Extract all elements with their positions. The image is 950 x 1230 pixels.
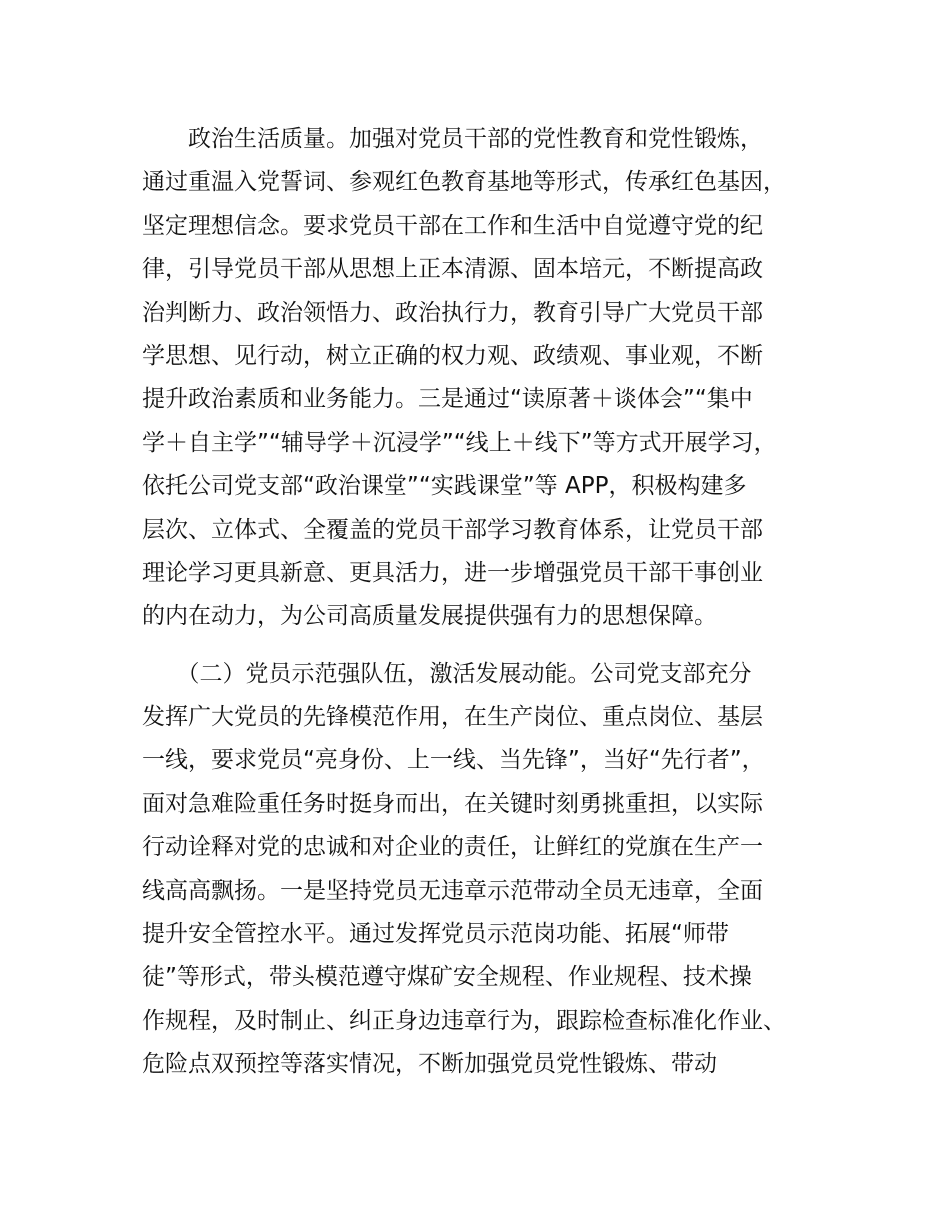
paragraph-spacer: [142, 639, 832, 653]
text-line: 学＋自主学”“辅导学＋沉浸学”“线上＋线下”等方式开展学习，: [142, 429, 777, 456]
text-line: 发挥广大党员的先锋模范作用，在生产岗位、重点岗位、基层: [142, 704, 763, 731]
text-line: 行动诠释对党的忠诚和对企业的责任，让鲜红的党旗在生产一: [142, 834, 763, 861]
text-line: 线高高飘扬。一是坚持党员无违章示范带动全员无违章，全面: [142, 877, 763, 904]
text-line: 治判断力、政治领悟力、政治执行力，教育引导广大党员干部: [142, 299, 763, 326]
paragraph-1: [142, 118, 832, 639]
text-line: 律，引导党员干部从思想上正本清源、固本培元，不断提高政: [142, 256, 763, 283]
text-line: 的内在动力，为公司高质量发展提供强有力的思想保障。: [142, 603, 717, 630]
text-line: 作规程，及时制止、纠正身边违章行为，跟踪检查标准化作业、: [142, 1007, 786, 1034]
text-line: 依托公司党支部“政治课堂”“实践课堂”等 APP，积极构建多: [142, 473, 747, 500]
text-line: 面对急难险重任务时挺身而出，在关键时刻勇挑重担，以实际: [142, 790, 763, 817]
text-line: 学思想、见行动，树立正确的权力观、政绩观、事业观，不断: [142, 342, 763, 369]
text-line: 提升政治素质和业务能力。三是通过“读原著＋谈体会”“集中: [142, 386, 753, 413]
text-line: 通过重温入党誓词、参观红色教育基地等形式，传承红色基因，: [142, 169, 786, 196]
text-line: 徒”等形式，带头模范遵守煤矿安全规程、作业规程、技术操: [142, 964, 752, 991]
text-line: 政治生活质量。加强对党员干部的党性教育和党性锻炼，: [142, 126, 763, 152]
text-line: 层次、立体式、全覆盖的党员干部学习教育体系，让党员干部: [142, 516, 763, 543]
document-body: [142, 118, 832, 1087]
text-line: 理论学习更具新意、更具活力，进一步增强党员干部干事创业: [142, 559, 763, 586]
text-line: 坚定理想信念。要求党员干部在工作和生活中自觉遵守党的纪: [142, 212, 763, 239]
text-line: 提升安全管控水平。通过发挥党员示范岗功能、拓展“师带: [142, 921, 729, 948]
text-line: 一线，要求党员“亮身份、上一线、当先锋”，当好“先行者”，: [142, 747, 765, 774]
paragraph-2: [142, 653, 832, 1087]
text-line: （二）党员示范强队伍，激活发展动能。公司党支部充分: [142, 660, 752, 687]
text-line: 危险点双预控等落实情况，不断加强党员党性锻炼、带动: [142, 1051, 717, 1078]
